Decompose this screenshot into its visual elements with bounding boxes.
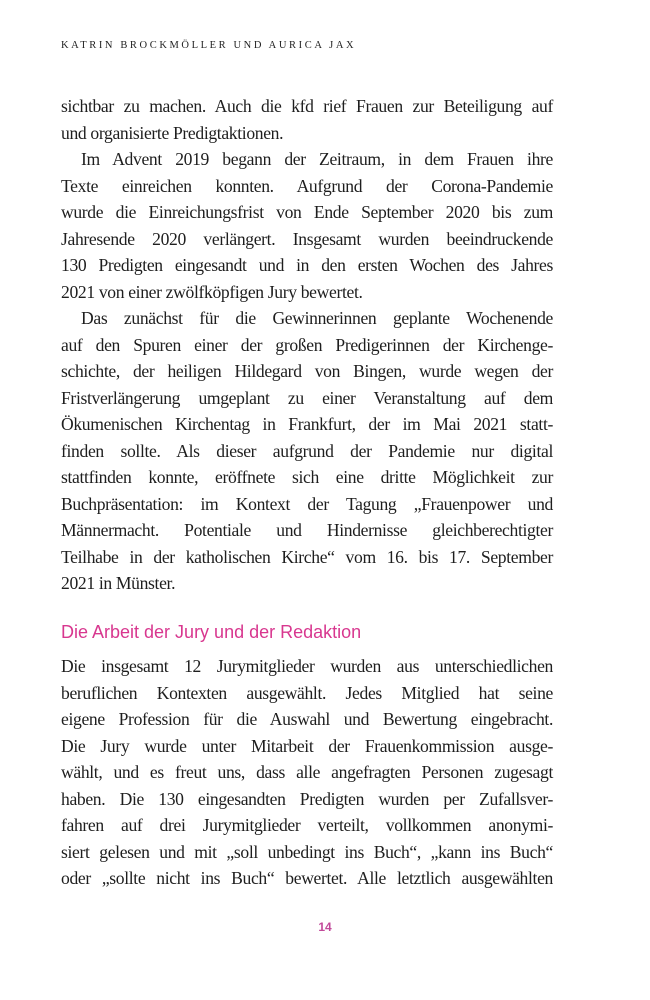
text-line: Die insgesamt 12 Jurymitglieder wurden aus unterschiedlichen: [61, 656, 553, 676]
text-line: siert gelesen und mit „soll unbedingt ins Buch“, „kann ins Buch“: [61, 841, 553, 862]
text-line: eigene Profession für die Auswahl und Bewertung eingebracht.: [61, 709, 553, 729]
text-line: auf den Spuren einer der großen Predigerinnen der Kirchenge-: [61, 334, 553, 355]
text-line: Fristverlängerung umgeplant zu einer Veranstaltung auf dem: [61, 387, 553, 408]
text-line: 2021 von einer zwölfköpfigen Jury bewertet.: [61, 281, 363, 302]
text-line: finden sollte. Als dieser aufgrund der Pandemie nur digital: [61, 440, 553, 461]
text-line: wählt, und es freut uns, dass alle angefragten Personen zugesagt: [61, 762, 553, 782]
text-line: beruflichen Kontexten ausgewählt. Jedes Mitglied hat seine: [61, 682, 553, 703]
text-line: wurde die Einreichungsfrist von Ende September 2020 bis zum: [61, 202, 553, 222]
body-text-section-2: [61, 653, 553, 892]
text-line: sichtbar zu machen. Auch die kfd rief Frauen zur Beteiligung auf: [61, 96, 553, 116]
text-line: fahren auf drei Jurymitglieder verteilt, vollkommen anonymi-: [61, 815, 553, 835]
text-line: stattfinden konnte, eröffnete sich eine dritte Möglichkeit zur: [61, 467, 553, 487]
text-line: 2021 in Münster.: [61, 573, 176, 593]
text-line: schichte, der heiligen Hildegard von Bingen, wurde wegen der: [61, 361, 553, 381]
running-head: KATRIN BROCKMÖLLER UND AURICA JAX: [61, 40, 357, 51]
text-line: und organisierte Predigtaktionen.: [61, 122, 284, 143]
text-line: Im Advent 2019 begann der Zeitraum, in dem Frauen ihre: [81, 149, 553, 169]
text-line: Die Jury wurde unter Mitarbeit der Frauenkommission ausge-: [61, 735, 553, 756]
text-line: Jahresende 2020 verlängert. Insgesamt wurden beeindruckende: [61, 228, 553, 249]
text-line: 130 Predigten eingesandt und in den ersten Wochen des Jahres: [61, 255, 553, 275]
body-text-section-1: [61, 93, 553, 597]
text-line: Teilhabe in der katholischen Kirche“ vom 16. bis 17. September: [61, 546, 553, 567]
text-line: Das zunächst für die Gewinnerinnen geplante Wochenende: [81, 308, 553, 328]
text-line: oder „sollte nicht ins Buch“ bewertet. Alle letztlich ausgewählten: [61, 868, 553, 888]
section-heading: Die Arbeit der Jury und der Redaktion: [61, 622, 362, 642]
text-line: Texte einreichen konnten. Aufgrund der Corona-Pandemie: [61, 175, 553, 196]
text-line: Buchpräsentation: im Kontext der Tagung „Frauenpower und: [61, 493, 553, 514]
page-number: 14: [318, 920, 332, 934]
text-line: haben. Die 130 eingesandten Predigten wurden per Zufallsver-: [61, 788, 553, 809]
text-line: Ökumenischen Kirchentag in Frankfurt, der im Mai 2021 statt-: [61, 414, 553, 434]
text-line: Männermacht. Potentiale und Hindernisse gleichberechtigter: [61, 520, 553, 540]
